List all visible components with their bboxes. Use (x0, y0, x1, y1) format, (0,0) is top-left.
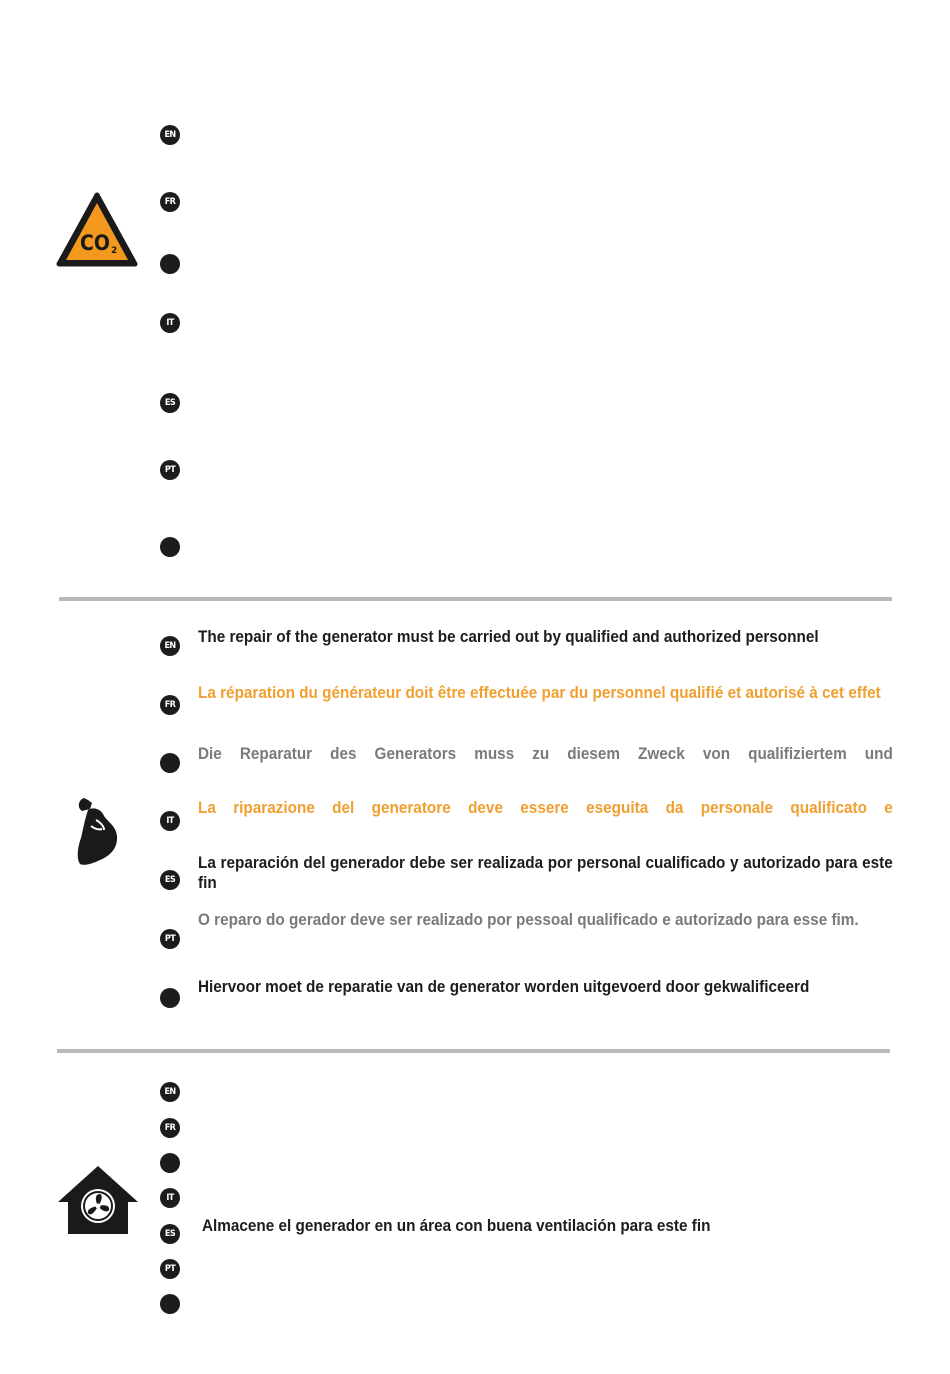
language-badge-es: ES (160, 870, 180, 890)
language-badge-blank (160, 1153, 180, 1173)
section-divider (57, 1049, 890, 1053)
language-badge-pt: PT (160, 929, 180, 949)
repair-text-es: La reparación del generador debe ser realizada por personal cualificado y autorizado para este fin (198, 853, 893, 892)
language-badge-en: EN (160, 1082, 180, 1102)
ventilation-text-es: Almacene el generador en un área con buena ventilación para este fin (202, 1216, 711, 1235)
repair-text-de: Die Reparatur des Generators muss zu diesem Zweck von qualifiziertem und (198, 744, 893, 763)
ventilated-house-icon (56, 1164, 140, 1236)
language-badge-it: IT (160, 1188, 180, 1208)
language-badge-blank (160, 537, 180, 557)
language-badge-blank (160, 1294, 180, 1314)
language-badge-blank (160, 254, 180, 274)
language-badge-fr: FR (160, 192, 180, 212)
repair-text-it: La riparazione del generatore deve essere eseguita da personale qualificato e (198, 798, 893, 817)
language-badge-pt: PT (160, 460, 180, 480)
language-badge-fr: FR (160, 1118, 180, 1138)
svg-text:CO: CO (80, 231, 110, 255)
language-badge-en: EN (160, 125, 180, 145)
repair-text-en: The repair of the generator must be carried out by qualified and authorized personnel (198, 627, 819, 646)
language-badge-es: ES (160, 393, 180, 413)
wrench-hand-icon (74, 796, 120, 868)
language-badge-pt: PT (160, 1259, 180, 1279)
language-badge-it: IT (160, 313, 180, 333)
language-badge-blank (160, 988, 180, 1008)
repair-text-nl: Hiervoor moet de reparatie van de generator worden uitgevoerd door gekwalificeerd (198, 977, 810, 996)
repair-text-pt: O reparo do gerador deve ser realizado por pessoal qualificado e autorizado para esse fim. (198, 910, 859, 929)
language-badge-es: ES (160, 1224, 180, 1244)
section-divider (59, 597, 892, 601)
svg-text:2: 2 (111, 246, 118, 256)
repair-text-fr: La réparation du générateur doit être effectuée par du personnel qualifié et autorisé à cet effet (198, 683, 881, 702)
language-badge-en: EN (160, 636, 180, 656)
language-badge-it: IT (160, 811, 180, 831)
language-badge-blank (160, 753, 180, 773)
language-badge-fr: FR (160, 695, 180, 715)
co2-warning-icon (56, 192, 138, 268)
